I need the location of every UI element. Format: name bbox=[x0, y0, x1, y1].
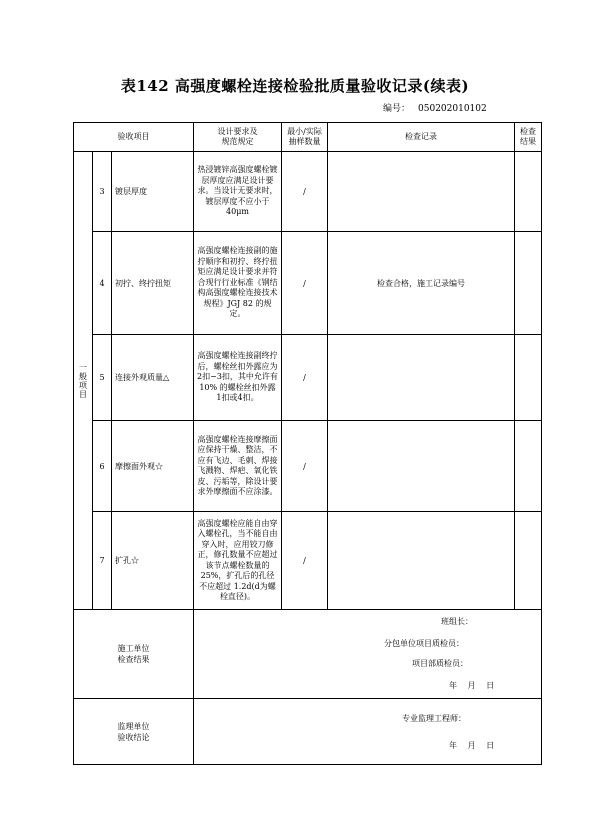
row-record[interactable] bbox=[328, 512, 515, 610]
dept-inspector-label: 项目部质检员： bbox=[412, 659, 468, 668]
row-record[interactable] bbox=[328, 335, 515, 421]
code-value: 050202010102 bbox=[418, 104, 487, 114]
page-title: 表142 高强度螺栓连接检验批质量验收记录(续表) bbox=[120, 77, 470, 95]
row-sample: / bbox=[282, 152, 328, 232]
code-label: 编号： bbox=[383, 104, 411, 114]
table-row bbox=[74, 152, 542, 232]
row-number: 3 bbox=[93, 152, 112, 232]
row-item-name: 摩擦面外观☆ bbox=[112, 421, 194, 512]
header-record: 检查记录 bbox=[328, 123, 515, 152]
team-leader-label: 班组长： bbox=[441, 617, 473, 626]
supervision-row bbox=[74, 699, 542, 765]
row-number: 5 bbox=[93, 335, 112, 421]
row-spec: 热浸镀锌高强度螺栓镀层厚度应满足设计要求。当设计无要求时，镀层厚度不应小于 40μm bbox=[194, 152, 282, 232]
table-row bbox=[74, 232, 542, 335]
row-item-name: 扩孔☆ bbox=[112, 512, 194, 610]
row-spec: 高强度螺栓应能自由穿入螺栓孔，当不能自由穿入时，应用铰刀修正，修孔数量不应超过该节点螺栓数量的 25%，扩孔后的孔径不应超过 1.2d(d为螺栓直径)。 bbox=[194, 512, 282, 610]
row-sample: / bbox=[282, 421, 328, 512]
row-number: 7 bbox=[93, 512, 112, 610]
header-spec: 设计要求及 规范规定 bbox=[194, 123, 282, 152]
construction-signature-area[interactable] bbox=[194, 610, 542, 699]
header-row bbox=[74, 123, 542, 152]
row-result[interactable] bbox=[515, 512, 542, 610]
row-item-name: 初拧、终拧扭矩 bbox=[112, 232, 194, 335]
table-row bbox=[74, 335, 542, 421]
row-record[interactable]: 检查合格，施工记录编号 bbox=[328, 232, 515, 335]
row-sample: / bbox=[282, 512, 328, 610]
row-result[interactable] bbox=[515, 335, 542, 421]
construction-row bbox=[74, 610, 542, 699]
row-result[interactable] bbox=[515, 232, 542, 335]
row-spec: 高强度螺栓连接副终拧后，螺栓丝扣外露应为2扣~3扣，其中允许有 10% 的螺栓丝扣外露1扣或4扣。 bbox=[194, 335, 282, 421]
supervision-signature-area[interactable] bbox=[194, 699, 542, 765]
sub-inspector-label: 分包单位项目质检员： bbox=[384, 639, 464, 648]
row-number: 4 bbox=[93, 232, 112, 335]
row-item-name: 镀层厚度 bbox=[112, 152, 194, 232]
header-item: 验收项目 bbox=[74, 123, 194, 152]
table-row bbox=[74, 512, 542, 610]
row-result[interactable] bbox=[515, 152, 542, 232]
row-spec: 高强度螺栓连接副的施拧顺序和初拧、终拧扭矩应满足设计要求并符合现行行业标准《钢结构高强度螺栓连接技术规程》JGJ 82 的规定。 bbox=[194, 232, 282, 335]
construction-unit-label: 施工单位 检查结果 bbox=[74, 610, 194, 699]
header-result: 检查 结果 bbox=[515, 123, 542, 152]
row-record[interactable] bbox=[328, 421, 515, 512]
supervision-engineer-label: 专业监理工程师： bbox=[402, 714, 466, 723]
form-code bbox=[383, 101, 487, 114]
row-number: 6 bbox=[93, 421, 112, 512]
supervision-unit-label: 监理单位 验收结论 bbox=[74, 699, 194, 765]
row-item-name: 连接外观质量△ bbox=[112, 335, 194, 421]
row-sample: / bbox=[282, 335, 328, 421]
inspection-table bbox=[73, 122, 542, 765]
row-spec: 高强度螺栓连接摩擦面应保持干燥、整洁，不应有飞边、毛刺、焊接飞溅物、焊疤、氧化铁皮、污垢等，除设计要求外摩擦面不应涂漆。 bbox=[194, 421, 282, 512]
row-record[interactable] bbox=[328, 152, 515, 232]
category-label: 一 般 项 目 bbox=[74, 152, 93, 610]
row-result[interactable] bbox=[515, 421, 542, 512]
header-sample: 最小/实际 抽样数量 bbox=[282, 123, 328, 152]
row-sample: / bbox=[282, 232, 328, 335]
construction-date: 年 月 日 bbox=[449, 681, 495, 690]
supervision-date: 年 月 日 bbox=[449, 741, 495, 750]
table-row bbox=[74, 421, 542, 512]
